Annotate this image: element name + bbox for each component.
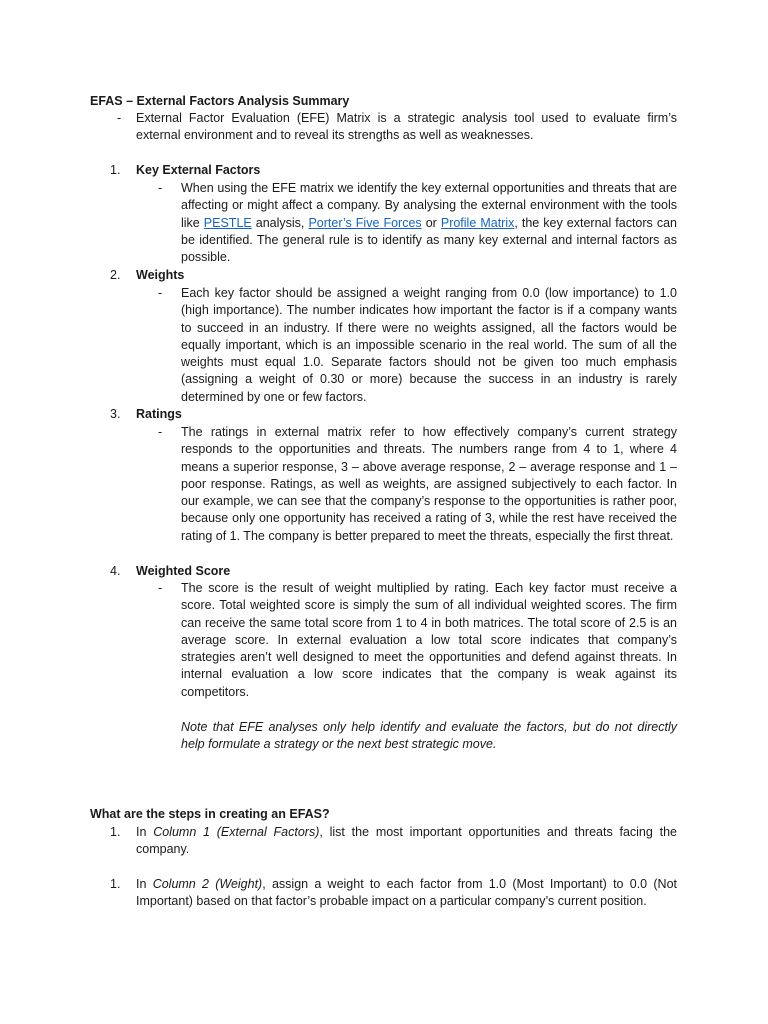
step-number: 1. <box>110 825 121 839</box>
section-number: 1. <box>110 163 121 177</box>
section-text-key-external-factors <box>181 180 677 266</box>
step-text-part: In <box>136 877 153 891</box>
step-column-name: Column 1 (External Factors) <box>153 825 320 839</box>
section-text-part: , the key external factors can be identified. The general rule is to identify as many key external and internal factors as possible. <box>181 215 677 265</box>
step-text <box>136 876 677 911</box>
intro-bullet: - <box>117 111 122 125</box>
pestle-link[interactable]: PESTLE <box>203 215 252 230</box>
efe-note: Note that EFE analyses only help identify and evaluate the factors, but do not directly help formulate a strategy or the next best strategic move. <box>181 720 677 752</box>
step-text <box>136 824 677 859</box>
step-column-name: Column 2 (Weight) <box>152 877 263 891</box>
section-bullet: - <box>158 425 163 439</box>
steps-title: What are the steps in creating an EFAS? <box>90 807 330 821</box>
step-text-part: , assign a weight to each factor from 1.0 (Most Important) to 0.0 (Not Important) based on that factor’s probable impact on a particular company’s current position. <box>136 877 678 909</box>
section-text-weighted-score: The score is the result of weight multiplied by rating. Each key factor must receive a score. Total weighted score is simply the sum of all individual weighted scores. The firm can receive the same total score from 1 to 4 in both matrices. The total score of 2.5 is an average score. In external evaluation a low total score indicates that company’s strategies aren’t well designed to meet the opportunities and defend against threats. In internal evaluation a low score indicates that the company is weak against its competitors. <box>181 581 677 699</box>
section-text-part: When using the EFE matrix we identify the key external opportunities and threats that are affecting or might affect a company. By analysing the external environment with the tools like <box>181 181 677 230</box>
section-heading-ratings: Ratings <box>136 407 182 421</box>
step-text-part: , list the most important opportunities and threats facing the company. <box>136 825 677 857</box>
section-text-part: analysis, <box>251 215 309 230</box>
porters-five-forces-link[interactable]: Porter’s Five Forces <box>308 215 422 230</box>
section-heading-weighted-score: Weighted Score <box>136 564 231 578</box>
section-bullet: - <box>158 286 163 300</box>
intro-paragraph: External Factor Evaluation (EFE) Matrix is a strategic analysis tool used to evaluate firm’s external environment and to reveal its strengths as well as weaknesses. <box>136 111 677 143</box>
section-text-ratings: The ratings in external matrix refer to how effectively company’s current strategy responds to the opportunities and threats. The numbers range from 4 to 1, where 4 means a superior response, 3 – above average response, 2 – average response and 1 – poor response. Ratings, as well as weights, are assigned subjectively to each factor. In our example, we can see that the company’s response to the opportunities is rather poor, because only one opportunity has received a rating of 3, while the rest have received the rating of 1. The company is better prepared to meet the threats, especially the first threat. <box>181 425 677 543</box>
step-number: 1. <box>110 877 121 891</box>
section-text-weights: Each key factor should be assigned a weight ranging from 0.0 (low importance) to 1.0 (high importance). The number indicates how important the factor is if a company wants to succeed in an industry. If there were no weights assigned, all the factors would be equally important, which is an impossible scenario in the real world. The sum of all the weights must equal 1.0. Separate factors should not be given too much emphasis (assigning a weight of 0.30 or more) because the success in an industry is rarely determined by one or few factors. <box>181 286 677 404</box>
step-text-part: In <box>136 825 154 839</box>
section-bullet: - <box>158 181 163 195</box>
profile-matrix-link[interactable]: Profile Matrix <box>440 215 515 230</box>
section-number: 3. <box>110 407 121 421</box>
section-bullet: - <box>158 581 163 595</box>
section-number: 4. <box>110 564 121 578</box>
section-heading-key-external-factors: Key External Factors <box>136 163 261 177</box>
section-number: 2. <box>110 268 121 282</box>
section-heading-weights: Weights <box>136 268 185 282</box>
page-title: EFAS – External Factors Analysis Summary <box>90 94 350 108</box>
section-text-part: or <box>421 215 441 230</box>
